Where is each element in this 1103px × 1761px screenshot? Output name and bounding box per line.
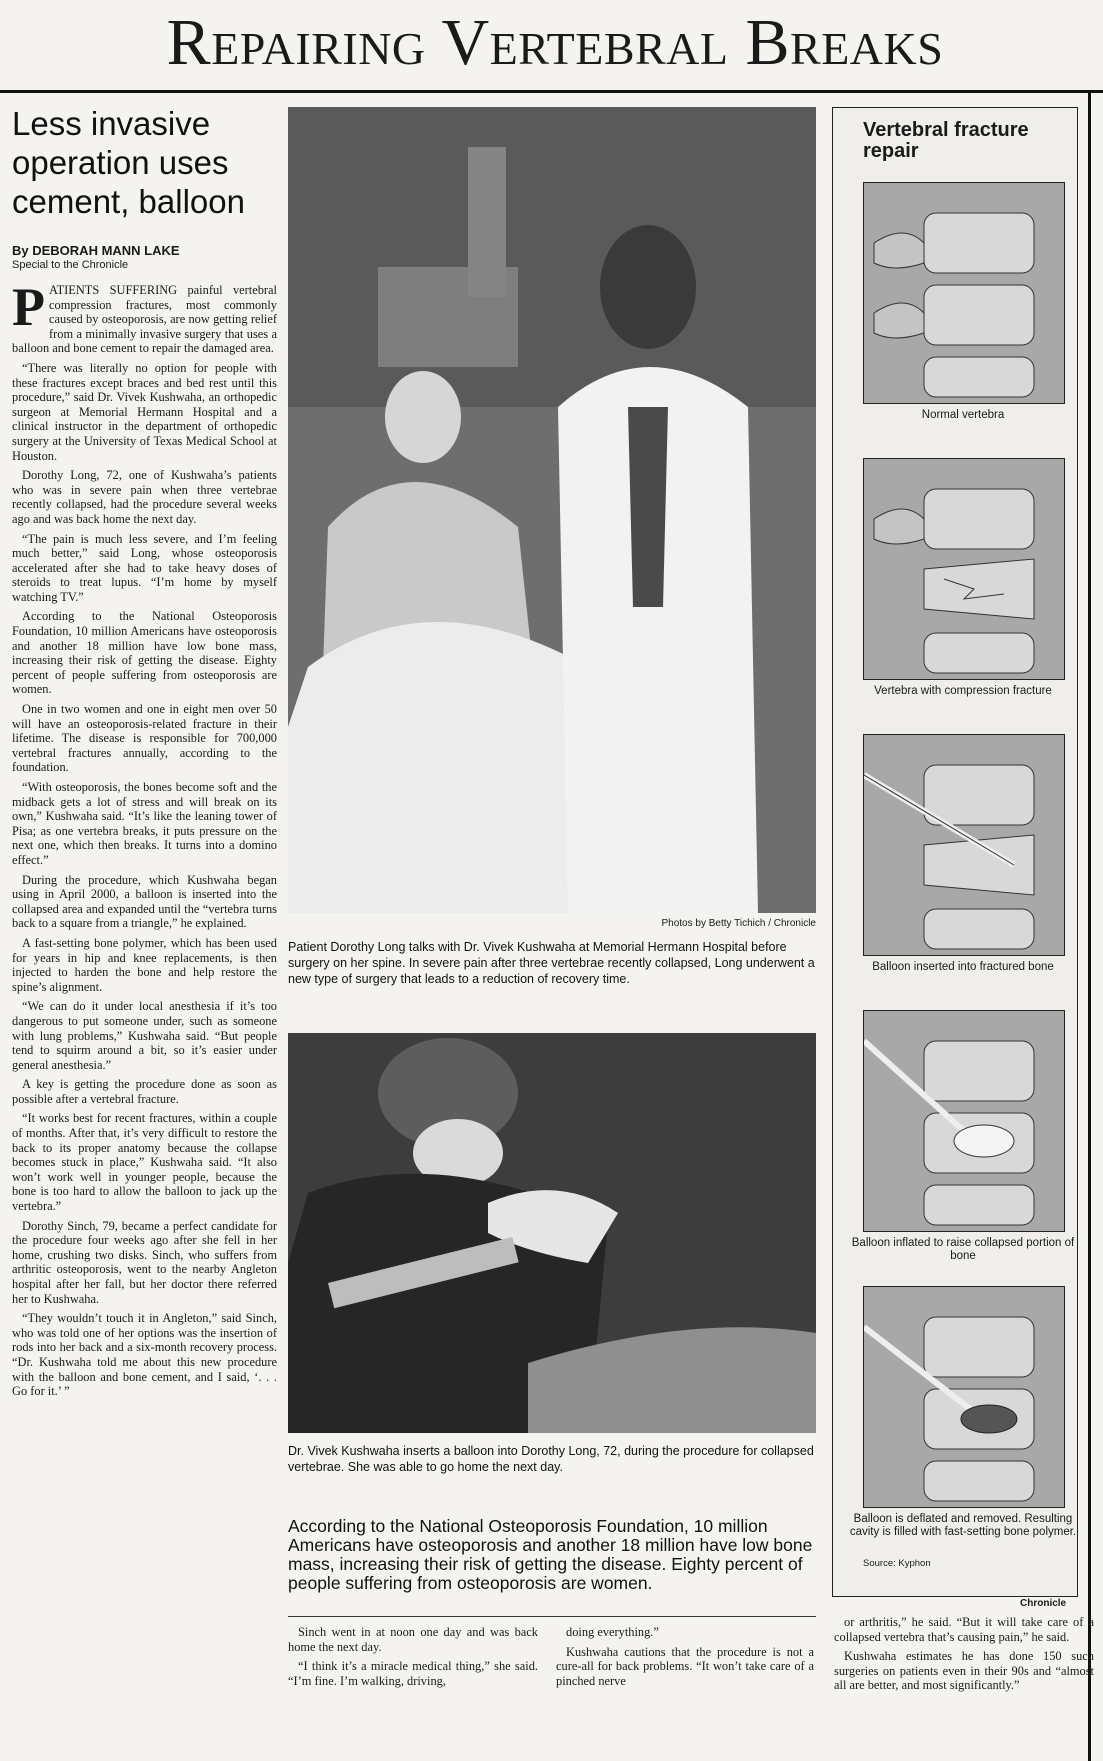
vertebra-illustration — [864, 183, 1064, 403]
photo-caption: Patient Dorothy Long talks with Dr. Vivek Kushwaha at Memorial Hermann Hospital before surgery on her spine. In severe pain after three vertebrae recently collapsed, Long underwent a new type of surgery that leads to a reduction of recovery time. — [288, 940, 815, 986]
paragraph: One in two women and one in eight men over 50 will have an osteoporosis-related fracture in their lifetime. The disease is responsible for 700,000 vertebral fractures annually, according to the foundation. — [12, 702, 277, 775]
paragraph: “They wouldn’t touch it in Angleton,” said Sinch, who was told one of her options was the insertion of rods into her back and a six-month recovery process. “Dr. Kushwaha told me about this new procedure with the balloon and bone cement, and I said, ‘. . . Go for it.’ ” — [12, 1311, 277, 1399]
paragraph: or arthritis,” he said. “But it will take care of a collapsed vertebra that’s causing pain,” he said. — [834, 1615, 1094, 1644]
vertebra-illustration — [864, 1287, 1064, 1507]
photo-surgery-image — [288, 1033, 816, 1433]
article-continuation-col2 — [556, 1625, 814, 1693]
paragraph: Sinch went in at noon one day and was back home the next day. — [288, 1625, 538, 1654]
graphic-source: Source: Kyphon — [863, 1558, 931, 1569]
paragraph: Kushwaha estimates he has done 150 such surgeries on patients even in their 90s and “almost all are better, and most significantly.” — [834, 1649, 1094, 1693]
step-label: Balloon inserted into fractured bone — [872, 961, 1054, 973]
subhead: Less invasive operation uses cement, balloon — [12, 105, 245, 220]
article-body — [12, 277, 277, 1399]
right-rule — [1088, 92, 1091, 1761]
top-rule — [0, 90, 1103, 93]
illustration-normal-vertebra — [863, 182, 1065, 404]
paragraph: “It works best for recent fractures, within a couple of months. After that, it’s very difficult to restore the back to its proper anatomy because the collapse becomes stuck in place,” Kushwaha said. “It also won’t work well in younger people, because the bone is too hard to allow the balloon to jack up the vertebra.” — [12, 1111, 277, 1214]
article-continuation-col3 — [834, 1615, 1094, 1698]
step-label: Normal vertebra — [921, 409, 1005, 421]
photo-patient-and-doctor — [288, 107, 816, 913]
paragraph: “We can do it under local anesthesia if it’s too dangerous to put someone under, such as someone with lung problems,” Kushwaha said. “But people tend to squirm around a bit, so it’s easier under general anesthesia.” — [12, 999, 277, 1072]
byline-affiliation: Special to the Chronicle — [12, 259, 129, 271]
lead-text: ATIENTS SUFFERING painful vertebral compression fractures, most commonly caused by osteoporosis, are now getting relief from a minimally invasive surgery that uses a balloon and bone cement to repair the damaged area. — [12, 283, 277, 356]
illustration-bone-polymer — [863, 1286, 1065, 1508]
paragraph: “The pain is much less severe, and I’m feeling much better,” said Long, whose osteoporosis accelerated after she had to take heavy doses of steroids to treat lupus. “I’m home by myself watching TV.” — [12, 531, 277, 604]
illustration-balloon-inserted — [863, 734, 1065, 956]
headline: Repairing Vertebral Breaks — [166, 6, 944, 79]
pull-quote-rule — [288, 1616, 816, 1617]
pull-quote: According to the National Osteoporosis Foundation, 10 million Americans have osteoporosis and another 18 million have low bone mass, increasing their risk of getting the disease. Eighty percent of people suffering from osteoporosis are women. — [288, 1516, 813, 1593]
photo-patient-and-doctor-image — [288, 107, 816, 913]
vertebra-illustration — [864, 459, 1064, 679]
paragraph: “With osteoporosis, the bones become soft and the midback gets a lot of stress and will break on its own,” Kushwaha said. “It’s like the leaning tower of Pisa; as one vertebra breaks, it puts pressure on the next one, which then breaks. It turns into a domino effect.” — [12, 780, 277, 867]
article-continuation-col1 — [288, 1625, 538, 1693]
photo-surgery — [288, 1033, 816, 1433]
paragraph: doing everything.” — [566, 1625, 659, 1639]
paragraph: During the procedure, which Kushwaha began using in April 2000, a balloon is inserted into the collapsed area and expanded until the “vertebra turns back to a square from a triangle,” he explained. — [12, 872, 277, 931]
illustration-balloon-inflated — [863, 1010, 1065, 1232]
paragraph: “There was literally no option for people with these fractures except braces and bed rest until this procedure,” said Dr. Vivek Kushwaha, an orthopedic surgeon at Memorial Hermann Hospital and a clinical instructor in the department of orthopedic surgery at the University of Texas Medical School at Houston. — [12, 360, 277, 463]
paragraph: Dorothy Long, 72, one of Kushwaha’s patients who was in severe pain when three vertebrae recently collapsed, had the procedure several weeks ago and was back home the next day. — [12, 468, 277, 526]
paragraph: Dorothy Sinch, 79, became a perfect candidate for the procedure four weeks ago after she fell in her home, crushing two disks. Sinch, who suffers from arthritic osteoporosis, went to the nearby Angleton hospital after her fall, but her doctor there referred her to Kushwaha. — [12, 1218, 277, 1306]
photo-caption: Dr. Vivek Kushwaha inserts a balloon into Dorothy Long, 72, during the procedure for collapsed vertebrae. She was able to go home the next day. — [288, 1444, 814, 1474]
step-label: Balloon is deflated and removed. Resulting cavity is filled with fast-setting bone polymer. — [849, 1513, 1077, 1538]
photo-credit: Photos by Betty Tichich / Chronicle — [661, 918, 816, 929]
paragraph: According to the National Osteoporosis Foundation, 10 million Americans have osteoporosis and another 18 million have low bone mass, increasing their risk of getting the disease. Eighty percent of people suffering from osteoporosis are women. — [12, 609, 277, 697]
paragraph: A key is getting the procedure done as soon as possible after a vertebral fracture. — [12, 1077, 277, 1106]
step-label: Balloon inflated to raise collapsed portion of bone — [851, 1237, 1075, 1262]
vertebral-repair-graphic — [832, 107, 1078, 1597]
paragraph: “I think it’s a miracle medical thing,” she said. “I’m fine. I’m walking, driving, — [288, 1659, 538, 1688]
lead-paragraph — [12, 277, 277, 356]
graphic-title: Vertebral fracture repair — [863, 119, 1029, 162]
byline: By DEBORAH MANN LAKE — [12, 243, 180, 258]
paragraph: Kushwaha cautions that the procedure is not a cure-all for back problems. “It won’t take care of a pinched nerve — [556, 1644, 814, 1688]
step-label: Vertebra with compression fracture — [874, 685, 1052, 697]
paragraph: A fast-setting bone polymer, which has been used for years in hip and knee replacements, is then injected to harden the bone and help restore the spine’s alignment. — [12, 935, 277, 994]
drop-cap: P — [12, 277, 45, 337]
article-column — [12, 104, 277, 1404]
vertebra-illustration — [864, 1011, 1064, 1231]
illustration-compression-fracture — [863, 458, 1065, 680]
vertebra-illustration — [864, 735, 1064, 955]
graphic-credit: Chronicle — [1020, 1598, 1067, 1609]
